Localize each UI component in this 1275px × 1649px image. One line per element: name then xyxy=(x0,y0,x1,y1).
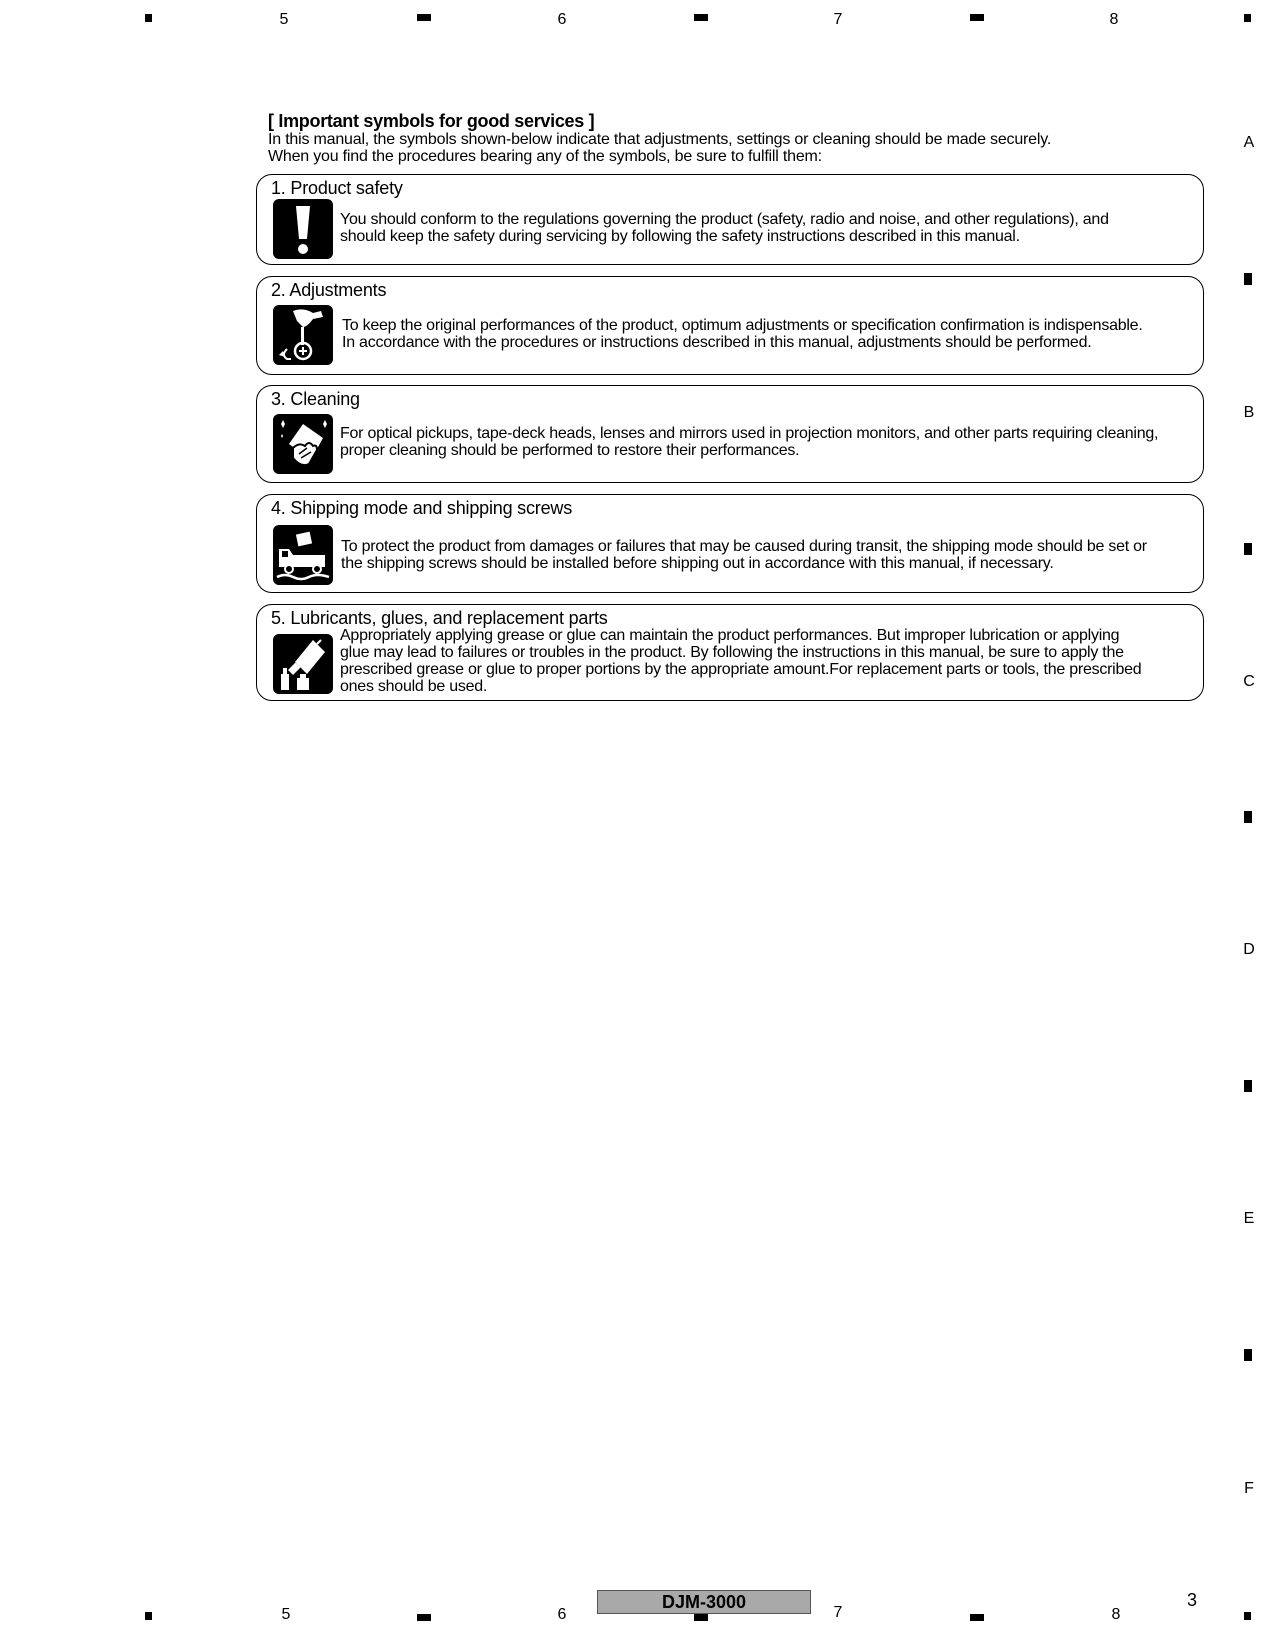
symbol-box-cleaning xyxy=(256,385,1204,483)
corner-mark xyxy=(145,1612,152,1620)
corner-mark xyxy=(145,14,152,22)
tick-mark xyxy=(417,1614,431,1621)
lubricant-spray-icon xyxy=(273,634,333,694)
tick-mark xyxy=(970,1614,984,1621)
corner-mark xyxy=(1244,1612,1251,1620)
symbol-title: 1. Product safety xyxy=(271,178,403,198)
tick-mark xyxy=(694,1614,708,1621)
row-letter: D xyxy=(1243,941,1255,958)
model-label: DJM-3000 xyxy=(597,1590,811,1614)
symbol-description: To protect the product from damages or failures that may be caused during transit, the shipping mode should be set or the shipping screws should be installed before shipping out in accordance with this manual, if necessary. xyxy=(341,538,1147,572)
symbol-title: 2. Adjustments xyxy=(271,280,387,300)
page-number: 3 xyxy=(1187,1590,1198,1610)
cleaning-cloth-icon xyxy=(273,414,333,474)
shipping-truck-icon xyxy=(273,525,333,585)
tick-mark xyxy=(694,14,708,21)
tick-mark xyxy=(417,14,431,21)
tick-mark xyxy=(1244,1080,1252,1092)
tick-mark xyxy=(1244,1349,1252,1361)
symbol-title: 5. Lubricants, glues, and replacement parts xyxy=(271,608,608,628)
column-number: 6 xyxy=(557,1606,567,1623)
exclamation-icon xyxy=(273,199,333,259)
row-letter: F xyxy=(1244,1480,1254,1497)
row-letter: A xyxy=(1243,134,1255,151)
symbol-title: 3. Cleaning xyxy=(271,389,360,409)
section-title: [ Important symbols for good services ] xyxy=(268,111,595,131)
column-number: 8 xyxy=(1109,11,1119,28)
tick-mark xyxy=(1244,811,1252,823)
intro-line: When you find the procedures bearing any of the symbols, be sure to fulfill them: xyxy=(268,148,822,165)
column-number: 5 xyxy=(279,11,289,28)
symbol-box-product-safety xyxy=(256,174,1204,265)
row-letter: E xyxy=(1243,1210,1255,1227)
column-number: 5 xyxy=(281,1606,291,1623)
intro-line: In this manual, the symbols shown-below indicate that adjustments, settings or cleaning should be made securely. xyxy=(268,131,1052,148)
adjustment-screwdriver-icon xyxy=(273,305,333,365)
symbol-description: Appropriately applying grease or glue can maintain the product performances. But improper lubrication or applying glue may lead to failures or troubles in the product. By following the instructions in this manual, be sure to apply the prescribed grease or glue to proper portions by the appropriate amount.For replacement parts or tools, the prescribed ones should be used. xyxy=(340,627,1142,695)
symbol-box-shipping xyxy=(256,494,1204,593)
corner-mark xyxy=(1244,14,1251,22)
symbol-description: To keep the original performances of the product, optimum adjustments or specification confirmation is indispensable. In accordance with the procedures or instructions described in this manual, adjustments should be performed. xyxy=(342,317,1143,351)
column-number: 6 xyxy=(557,11,567,28)
column-number: 8 xyxy=(1111,1606,1121,1623)
row-letter: C xyxy=(1243,673,1255,690)
tick-mark xyxy=(1244,543,1252,555)
tick-mark xyxy=(1244,273,1252,285)
symbol-box-lubricants xyxy=(256,604,1204,701)
symbol-description: For optical pickups, tape-deck heads, lenses and mirrors used in projection monitors, and other parts requiring cleaning, proper cleaning should be performed to restore their performances. xyxy=(340,425,1159,459)
row-letter: B xyxy=(1243,404,1255,421)
column-number: 7 xyxy=(833,1604,843,1621)
tick-mark xyxy=(970,14,984,21)
symbol-description: You should conform to the regulations governing the product (safety, radio and noise, and other regulations), and should keep the safety during servicing by following the safety instructions described in this manual. xyxy=(340,211,1109,245)
symbol-title: 4. Shipping mode and shipping screws xyxy=(271,498,572,518)
symbol-box-adjustments xyxy=(256,276,1204,375)
column-number: 7 xyxy=(833,11,843,28)
